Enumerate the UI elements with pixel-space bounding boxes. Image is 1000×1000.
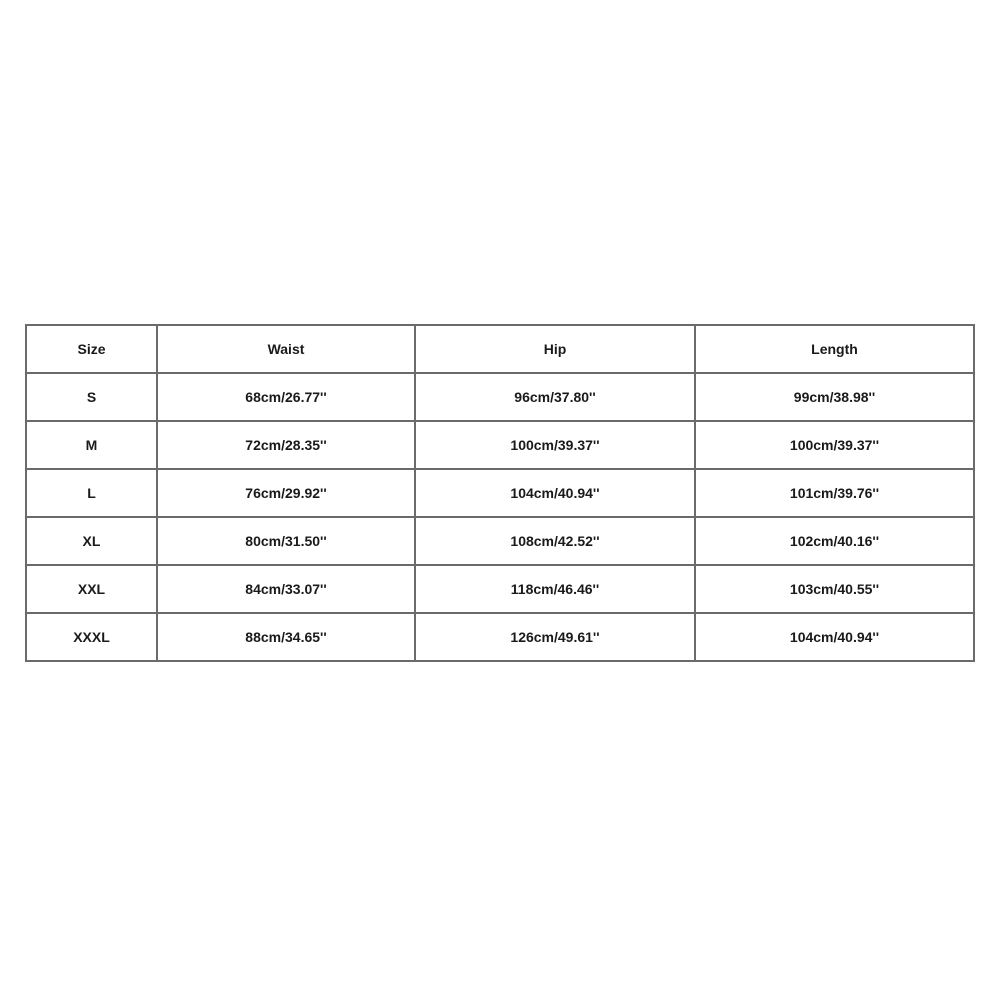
size-chart-table xyxy=(25,324,975,662)
header-size: Size xyxy=(26,325,157,373)
table-row xyxy=(26,421,974,469)
cell-length: 102cm/40.16'' xyxy=(695,517,974,565)
table-row xyxy=(26,565,974,613)
cell-waist: 68cm/26.77'' xyxy=(157,373,415,421)
table-header-row xyxy=(26,325,974,373)
cell-waist: 72cm/28.35'' xyxy=(157,421,415,469)
cell-waist: 76cm/29.92'' xyxy=(157,469,415,517)
cell-length: 103cm/40.55'' xyxy=(695,565,974,613)
cell-size: XXL xyxy=(26,565,157,613)
cell-hip: 100cm/39.37'' xyxy=(415,421,695,469)
cell-size: XL xyxy=(26,517,157,565)
cell-hip: 118cm/46.46'' xyxy=(415,565,695,613)
header-length: Length xyxy=(695,325,974,373)
table-row xyxy=(26,373,974,421)
cell-size: S xyxy=(26,373,157,421)
header-waist: Waist xyxy=(157,325,415,373)
table-row xyxy=(26,613,974,661)
cell-hip: 104cm/40.94'' xyxy=(415,469,695,517)
cell-length: 104cm/40.94'' xyxy=(695,613,974,661)
cell-waist: 80cm/31.50'' xyxy=(157,517,415,565)
cell-size: XXXL xyxy=(26,613,157,661)
cell-length: 99cm/38.98'' xyxy=(695,373,974,421)
cell-length: 101cm/39.76'' xyxy=(695,469,974,517)
table-row xyxy=(26,469,974,517)
cell-size: L xyxy=(26,469,157,517)
cell-waist: 84cm/33.07'' xyxy=(157,565,415,613)
cell-waist: 88cm/34.65'' xyxy=(157,613,415,661)
cell-size: M xyxy=(26,421,157,469)
cell-hip: 96cm/37.80'' xyxy=(415,373,695,421)
cell-hip: 126cm/49.61'' xyxy=(415,613,695,661)
cell-length: 100cm/39.37'' xyxy=(695,421,974,469)
cell-hip: 108cm/42.52'' xyxy=(415,517,695,565)
header-hip: Hip xyxy=(415,325,695,373)
table-row xyxy=(26,517,974,565)
